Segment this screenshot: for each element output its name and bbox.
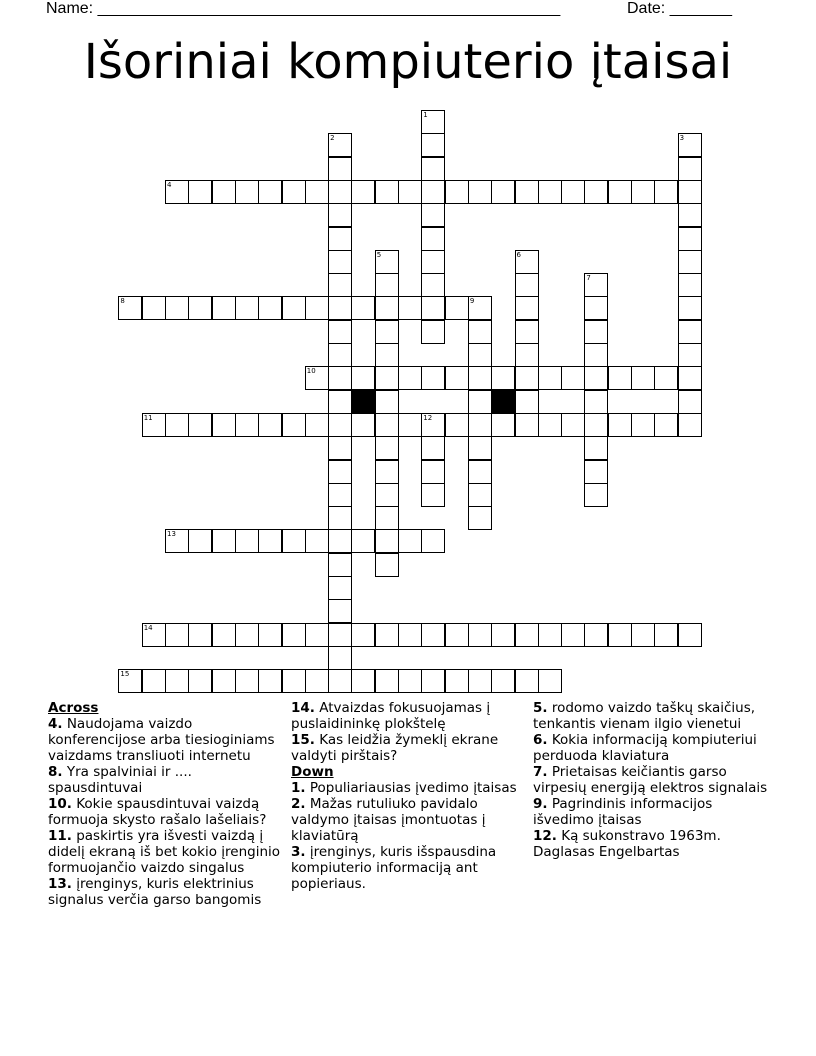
grid-cell[interactable]	[282, 669, 306, 693]
cell-number: 4	[167, 180, 172, 189]
grid-cell[interactable]	[282, 623, 306, 647]
cell-number: 14	[143, 623, 153, 632]
clue-down-5	[533, 700, 773, 732]
grid-cell[interactable]	[584, 273, 608, 297]
grid-cell[interactable]	[235, 623, 259, 647]
grid-cell[interactable]	[421, 227, 445, 251]
grid-cell[interactable]	[188, 623, 212, 647]
grid-cell[interactable]	[375, 506, 399, 530]
grid-cell[interactable]	[491, 623, 515, 647]
grid-cell[interactable]	[468, 343, 492, 367]
grid-cell[interactable]	[468, 366, 492, 390]
grid-cell[interactable]	[491, 180, 515, 204]
clue-text: Kokie spausdintuvai vaizdą formuoja skysto rašalo lašeliais?	[48, 796, 267, 828]
grid-cell[interactable]	[584, 460, 608, 484]
clue-number: 11.	[48, 828, 72, 844]
grid-cell[interactable]	[421, 669, 445, 693]
clue-number: 15.	[291, 732, 315, 748]
grid-cell[interactable]	[584, 483, 608, 507]
grid-cell[interactable]	[305, 669, 329, 693]
grid-cell[interactable]	[561, 366, 585, 390]
clue-number: 14.	[291, 700, 315, 716]
grid-cell[interactable]	[305, 366, 329, 390]
grid-cell[interactable]	[212, 623, 236, 647]
grid-cell[interactable]	[561, 623, 585, 647]
grid-cell[interactable]	[375, 273, 399, 297]
grid-cell[interactable]	[654, 413, 678, 437]
clue-number: 1.	[291, 780, 306, 796]
clues-column-3	[533, 700, 773, 860]
grid-cell[interactable]	[561, 180, 585, 204]
blocked-cell	[351, 390, 375, 414]
clue-text: Ką sukonstravo 1963m. Daglasas Engelbartas	[533, 828, 721, 860]
clue-down-9	[533, 796, 773, 828]
grid-cell[interactable]	[421, 460, 445, 484]
grid-cell[interactable]	[212, 413, 236, 437]
grid-cell[interactable]	[421, 203, 445, 227]
grid-cell[interactable]	[328, 506, 352, 530]
grid-cell[interactable]	[375, 296, 399, 320]
grid-cell[interactable]	[328, 133, 352, 157]
grid-cell[interactable]	[678, 366, 702, 390]
grid-cell[interactable]	[421, 133, 445, 157]
grid-cell[interactable]	[468, 460, 492, 484]
grid-cell[interactable]	[678, 157, 702, 181]
clue-across-13	[48, 876, 288, 908]
grid-cell[interactable]	[328, 296, 352, 320]
grid-cell[interactable]	[235, 669, 259, 693]
grid-cell[interactable]	[654, 366, 678, 390]
grid-cell[interactable]	[421, 623, 445, 647]
grid-cell[interactable]	[212, 529, 236, 553]
grid-cell[interactable]	[118, 669, 142, 693]
grid-cell[interactable]	[398, 529, 422, 553]
cell-number: 5	[376, 250, 382, 259]
grid-cell[interactable]	[584, 320, 608, 344]
grid-cell[interactable]	[351, 296, 375, 320]
clue-text: Prietaisas keičiantis garso virpesių energiją elektros signalais	[533, 764, 768, 796]
across-heading: Across	[48, 700, 99, 716]
grid-cell[interactable]	[468, 436, 492, 460]
grid-cell[interactable]	[328, 646, 352, 670]
grid-cell[interactable]	[538, 413, 562, 437]
grid-cell[interactable]	[118, 296, 142, 320]
grid-cell[interactable]	[188, 529, 212, 553]
clues-column-1	[48, 700, 288, 908]
grid-cell[interactable]	[142, 669, 166, 693]
date-line: _______	[669, 0, 732, 17]
grid-cell[interactable]	[328, 203, 352, 227]
grid-cell[interactable]	[282, 413, 306, 437]
grid-cell[interactable]	[398, 366, 422, 390]
grid-cell[interactable]	[608, 366, 632, 390]
cell-number: 9	[469, 297, 475, 306]
name-line: ____________________________________________________	[97, 0, 561, 17]
grid-cell[interactable]	[468, 320, 492, 344]
grid-cell[interactable]	[305, 413, 329, 437]
grid-cell[interactable]	[515, 180, 539, 204]
page-title: Išoriniai kompiuterio įtaisai	[83, 34, 733, 90]
clue-across-10	[48, 796, 288, 828]
grid-cell[interactable]	[584, 296, 608, 320]
grid-cell[interactable]	[468, 180, 492, 204]
grid-cell[interactable]	[328, 250, 352, 274]
grid-cell[interactable]	[678, 227, 702, 251]
grid-cell[interactable]	[421, 250, 445, 274]
grid-cell[interactable]	[515, 390, 539, 414]
grid-cell[interactable]	[375, 343, 399, 367]
grid-cell[interactable]	[375, 529, 399, 553]
clue-down-1	[291, 780, 521, 796]
clue-across-14	[291, 700, 521, 732]
grid-cell[interactable]	[328, 180, 352, 204]
cell-number: 1	[423, 111, 428, 119]
clue-across-11	[48, 828, 288, 876]
grid-cell[interactable]	[165, 623, 189, 647]
blocked-cell	[491, 390, 515, 414]
grid-cell[interactable]	[608, 413, 632, 437]
grid-cell[interactable]	[631, 413, 655, 437]
clue-down-12	[533, 828, 773, 860]
grid-cell[interactable]	[375, 250, 399, 274]
grid-cell[interactable]	[328, 553, 352, 577]
clue-text: Atvaizdas fokusuojamas į puslaidininkę plokštelę	[291, 700, 491, 732]
cell-number: 10	[306, 367, 316, 376]
grid-cell[interactable]	[375, 320, 399, 344]
grid-cell[interactable]	[491, 413, 515, 437]
grid-cell[interactable]	[188, 413, 212, 437]
grid-cell[interactable]	[468, 413, 492, 437]
grid-cell[interactable]	[398, 296, 422, 320]
grid-cell[interactable]	[421, 413, 445, 437]
grid-cell[interactable]	[678, 203, 702, 227]
grid-cell[interactable]	[328, 413, 352, 437]
grid-cell[interactable]	[468, 483, 492, 507]
grid-cell[interactable]	[212, 296, 236, 320]
cell-number: 7	[586, 274, 591, 283]
grid-cell[interactable]	[515, 273, 539, 297]
grid-cell[interactable]	[445, 669, 469, 693]
grid-cell[interactable]	[584, 436, 608, 460]
grid-cell[interactable]	[142, 413, 166, 437]
clue-number: 8.	[48, 764, 63, 780]
grid-cell[interactable]	[235, 529, 259, 553]
grid-cell[interactable]	[468, 669, 492, 693]
grid-cell[interactable]	[421, 529, 445, 553]
grid-cell[interactable]	[328, 157, 352, 181]
grid-cell[interactable]	[678, 273, 702, 297]
grid-cell[interactable]	[515, 623, 539, 647]
clue-number: 9.	[533, 796, 548, 812]
clue-down-2	[291, 796, 521, 844]
grid-cell[interactable]	[678, 133, 702, 157]
grid-cell[interactable]	[188, 296, 212, 320]
grid-cell[interactable]	[375, 390, 399, 414]
clue-number: 13.	[48, 876, 72, 892]
grid-cell[interactable]	[468, 390, 492, 414]
grid-cell[interactable]	[421, 320, 445, 344]
grid-cell[interactable]	[328, 273, 352, 297]
grid-cell[interactable]	[538, 623, 562, 647]
grid-cell[interactable]	[584, 390, 608, 414]
clue-text: įrenginys, kuris išspausdina kompiuterio informaciją ant popieriaus.	[291, 844, 497, 892]
grid-cell[interactable]	[328, 436, 352, 460]
grid-cell[interactable]	[328, 343, 352, 367]
clue-text: Populiariausias įvedimo įtaisas	[309, 780, 517, 796]
grid-cell[interactable]	[328, 460, 352, 484]
grid-cell[interactable]	[258, 623, 282, 647]
grid-cell[interactable]	[235, 413, 259, 437]
grid-cell[interactable]	[282, 180, 306, 204]
grid-cell[interactable]	[631, 366, 655, 390]
grid-cell[interactable]	[398, 180, 422, 204]
clue-down-6	[533, 732, 773, 764]
grid-cell[interactable]	[678, 180, 702, 204]
grid-cell[interactable]	[584, 413, 608, 437]
date-label: Date:	[627, 0, 666, 17]
grid-cell[interactable]	[538, 180, 562, 204]
grid-cell[interactable]	[515, 343, 539, 367]
grid-cell[interactable]	[654, 180, 678, 204]
cell-number: 8	[120, 297, 125, 306]
grid-cell[interactable]	[165, 296, 189, 320]
grid-cell[interactable]	[468, 623, 492, 647]
grid-cell[interactable]	[608, 180, 632, 204]
clue-text: Naudojama vaizdo konferencijose arba tiesioginiams vaizdams transliuoti internetu	[48, 716, 275, 764]
clue-text: įrenginys, kuris elektrinius signalus verčia garso bangomis	[48, 876, 262, 908]
grid-cell[interactable]	[631, 623, 655, 647]
grid-cell[interactable]	[468, 296, 492, 320]
grid-cell[interactable]	[678, 343, 702, 367]
grid-cell[interactable]	[398, 669, 422, 693]
clue-across-8	[48, 764, 288, 796]
cell-number: 13	[167, 530, 176, 539]
grid-cell[interactable]	[584, 180, 608, 204]
grid-cell[interactable]	[375, 483, 399, 507]
clue-text: rodomo vaizdo taškų skaičius, tenkantis vienam ilgio vienetui	[533, 700, 756, 732]
clue-text: Kokia informaciją kompiuteriui perduoda klaviatura	[533, 732, 757, 764]
cell-number: 12	[423, 413, 433, 422]
grid-cell[interactable]	[584, 623, 608, 647]
clue-across-15	[291, 732, 521, 764]
clue-text: Mažas rutuliuko pavidalo valdymo įtaisas įmontuotas į klaviatūrą	[291, 796, 486, 844]
grid-cell[interactable]	[561, 413, 585, 437]
clues-column-2	[291, 700, 521, 892]
grid-cell[interactable]	[328, 599, 352, 623]
grid-cell[interactable]	[631, 180, 655, 204]
grid-cell[interactable]	[608, 623, 632, 647]
grid-cell[interactable]	[421, 483, 445, 507]
grid-cell[interactable]	[375, 436, 399, 460]
grid-cell[interactable]	[258, 296, 282, 320]
grid-cell[interactable]	[212, 180, 236, 204]
grid-cell[interactable]	[305, 180, 329, 204]
grid-cell[interactable]	[398, 413, 422, 437]
grid-cell[interactable]	[282, 296, 306, 320]
grid-cell[interactable]	[678, 390, 702, 414]
grid-cell[interactable]	[678, 320, 702, 344]
grid-cell[interactable]	[375, 413, 399, 437]
grid-cell[interactable]	[258, 413, 282, 437]
cell-number: 11	[143, 413, 153, 422]
grid-cell[interactable]	[328, 623, 352, 647]
grid-cell[interactable]	[421, 273, 445, 297]
grid-cell[interactable]	[421, 366, 445, 390]
grid-cell[interactable]	[282, 529, 306, 553]
cell-number: 2	[330, 134, 335, 143]
grid-cell[interactable]	[584, 366, 608, 390]
clue-number: 4.	[48, 716, 63, 732]
clue-number: 6.	[533, 732, 548, 748]
grid-cell[interactable]	[468, 506, 492, 530]
grid-cell[interactable]	[351, 623, 375, 647]
grid-cell[interactable]	[515, 320, 539, 344]
grid-cell[interactable]	[165, 669, 189, 693]
grid-cell[interactable]	[142, 296, 166, 320]
grid-cell[interactable]	[188, 669, 212, 693]
grid-cell[interactable]	[375, 366, 399, 390]
clue-number: 10.	[48, 796, 72, 812]
grid-cell[interactable]	[421, 110, 445, 134]
grid-cell[interactable]	[351, 366, 375, 390]
grid-cell[interactable]	[421, 157, 445, 181]
clue-number: 5.	[533, 700, 548, 716]
grid-cell[interactable]	[258, 529, 282, 553]
clue-text: paskirtis yra išvesti vaizdą į didelį ekraną iš bet kokio įrenginio formuojančio vaizdo singalus	[48, 828, 281, 876]
grid-cell[interactable]	[515, 296, 539, 320]
grid-cell[interactable]	[305, 296, 329, 320]
grid-cell[interactable]	[678, 296, 702, 320]
grid-cell[interactable]	[678, 413, 702, 437]
cell-number: 15	[120, 670, 130, 679]
grid-cell[interactable]	[328, 227, 352, 251]
grid-cell[interactable]	[305, 529, 329, 553]
down-heading: Down	[291, 764, 334, 780]
grid-cell[interactable]	[351, 669, 375, 693]
grid-cell[interactable]	[654, 623, 678, 647]
grid-cell[interactable]	[142, 623, 166, 647]
grid-cell[interactable]	[212, 669, 236, 693]
grid-cell[interactable]	[165, 529, 189, 553]
clue-down-7	[533, 764, 773, 796]
grid-cell[interactable]	[515, 669, 539, 693]
grid-cell[interactable]	[421, 180, 445, 204]
grid-cell[interactable]	[328, 320, 352, 344]
grid-cell[interactable]	[491, 669, 515, 693]
grid-cell[interactable]	[678, 250, 702, 274]
grid-cell[interactable]	[305, 623, 329, 647]
grid-cell[interactable]	[235, 296, 259, 320]
grid-cell[interactable]	[351, 413, 375, 437]
grid-cell[interactable]	[678, 623, 702, 647]
grid-cell[interactable]	[328, 529, 352, 553]
grid-cell[interactable]	[445, 296, 469, 320]
grid-cell[interactable]	[491, 366, 515, 390]
grid-cell[interactable]	[584, 343, 608, 367]
grid-cell[interactable]	[515, 413, 539, 437]
grid-cell[interactable]	[235, 180, 259, 204]
cell-number: 6	[516, 250, 521, 259]
grid-cell[interactable]	[351, 180, 375, 204]
grid-cell[interactable]	[328, 576, 352, 600]
grid-cell[interactable]	[538, 366, 562, 390]
grid-cell[interactable]	[515, 250, 539, 274]
clue-number: 12.	[533, 828, 557, 844]
grid-cell[interactable]	[328, 483, 352, 507]
grid-cell[interactable]	[351, 529, 375, 553]
grid-cell[interactable]	[328, 366, 352, 390]
clue-number: 3.	[291, 844, 306, 860]
grid-cell[interactable]	[375, 669, 399, 693]
clue-text: Yra spalviniai ir .... spausdintuvai	[48, 764, 192, 796]
clue-down-3	[291, 844, 521, 892]
grid-cell[interactable]	[258, 180, 282, 204]
grid-cell[interactable]	[165, 413, 189, 437]
clue-across-4	[48, 716, 288, 764]
grid-cell[interactable]	[445, 180, 469, 204]
grid-cell[interactable]	[445, 366, 469, 390]
grid-cell[interactable]	[445, 623, 469, 647]
grid-cell[interactable]	[165, 180, 189, 204]
grid-cell[interactable]	[328, 390, 352, 414]
clue-text: Pagrindinis informacijos išvedimo įtaisas	[533, 796, 713, 828]
grid-cell[interactable]	[538, 669, 562, 693]
grid-cell[interactable]	[258, 669, 282, 693]
grid-cell[interactable]	[375, 180, 399, 204]
clue-number: 7.	[533, 764, 548, 780]
grid-cell[interactable]	[445, 413, 469, 437]
clue-number: 2.	[291, 796, 306, 812]
clue-text: Kas leidžia žymeklį ekrane valdyti pirštais?	[291, 732, 499, 764]
grid-cell[interactable]	[515, 366, 539, 390]
grid-cell[interactable]	[398, 623, 422, 647]
grid-cell[interactable]	[375, 623, 399, 647]
grid-cell[interactable]	[421, 436, 445, 460]
grid-cell[interactable]	[421, 296, 445, 320]
grid-cell[interactable]	[188, 180, 212, 204]
name-label: Name:	[46, 0, 94, 17]
grid-cell[interactable]	[375, 553, 399, 577]
grid-cell[interactable]	[375, 460, 399, 484]
cell-number: 3	[679, 134, 685, 143]
grid-cell[interactable]	[328, 669, 352, 693]
